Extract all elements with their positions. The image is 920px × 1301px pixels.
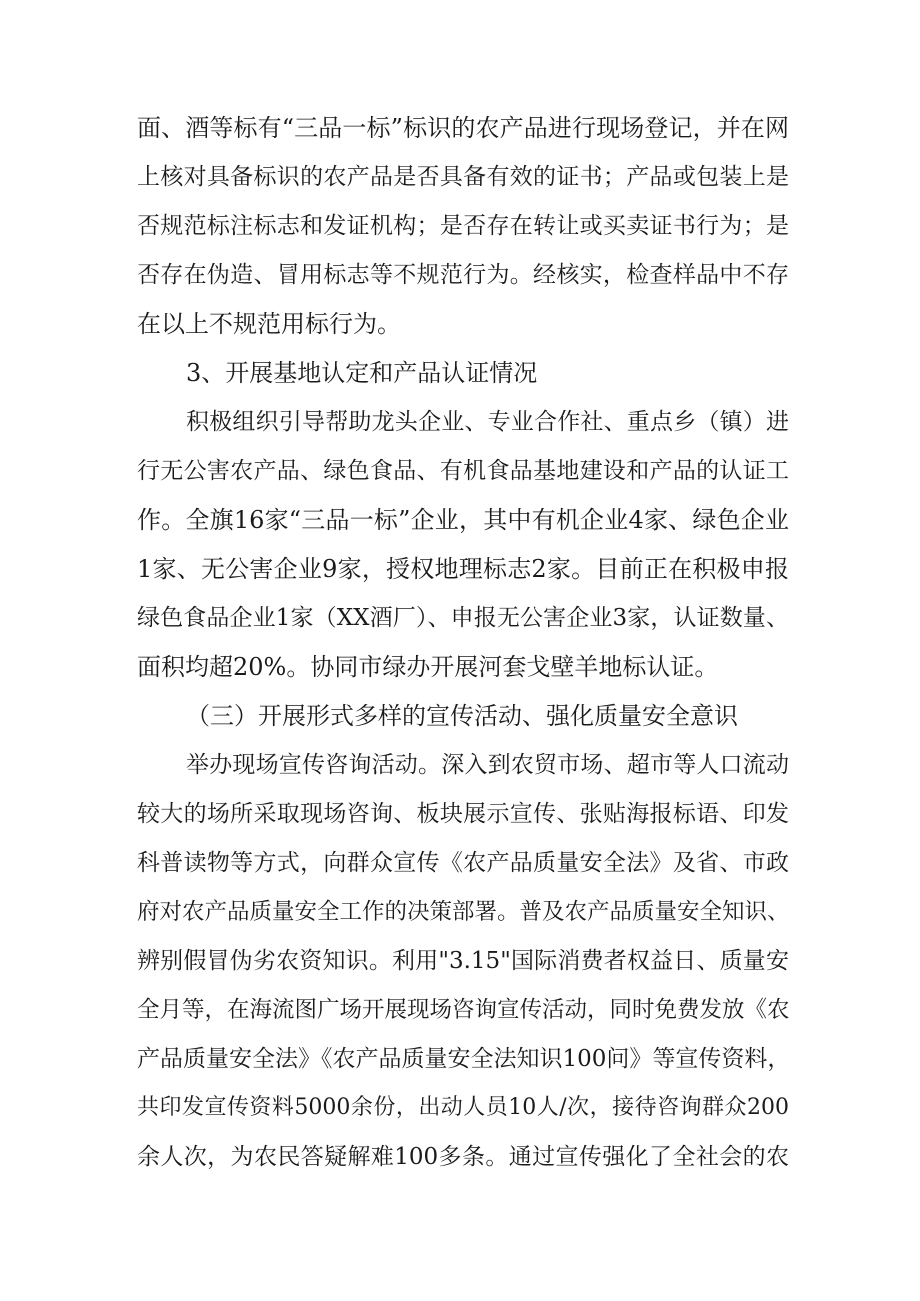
paragraph-line: 面、酒等标有“三品一标”标识的农产品进行现场登记，并在网 (137, 114, 789, 142)
paragraph-line: 全月等，在海流图广场开展现场咨询宣传活动，同时免费发放《农 (137, 997, 790, 1023)
paragraph-line: 共印发宣传资料5000余份，出动人员10人/次，接待咨询群众200 (137, 1095, 789, 1120)
paragraph-line: 在以上不规范用标行为。 (137, 310, 401, 338)
paragraph-line: 绿色食品企业1家（XX酒厂）、申报无公害企业3家，认证数量、 (137, 605, 789, 631)
paragraph-line: 上核对具备标识的农产品是否具备有效的证书；产品或包装上是 (137, 164, 789, 190)
paragraph-line: 府对农产品质量安全工作的决策部署。普及农产品质量安全知识、 (137, 899, 790, 925)
paragraph-line: 举办现场宣传咨询活动。深入到农贸市场、超市等人口流动 (186, 752, 789, 778)
paragraph-line: 否存在伪造、冒用标志等不规范行为。经核实，检查样品中不存 (137, 262, 789, 288)
paragraph-line: 科普读物等方式，向群众宣传《农产品质量安全法》及省、市政 (137, 850, 789, 876)
section-heading: 3、开展基地认定和产品认证情况 (186, 359, 538, 387)
paragraph-line: 积极组织引导帮助龙头企业、专业合作社、重点乡（镇）进 (186, 409, 789, 435)
paragraph-line: 否规范标注标志和发证机构；是否存在转让或买卖证书行为；是 (137, 213, 789, 239)
section-heading: （三）开展形式多样的宣传活动、强化质量安全意识 (186, 702, 738, 730)
paragraph-line: 余人次，为农民答疑解难100多条。通过宣传强化了全社会的农 (137, 1144, 789, 1170)
paragraph-line: 产品质量安全法》《农产品质量安全法知识100问》等宣传资料， (137, 1046, 791, 1072)
paragraph-line: 较大的场所采取现场咨询、板块展示宣传、张贴海报标语、印发 (137, 801, 789, 827)
paragraph-line: 行无公害农产品、绿色食品、有机食品基地建设和产品的认证工 (137, 458, 789, 484)
paragraph-line: 1家、无公害企业9家，授权地理标志2家。目前正在积极申报 (137, 555, 789, 583)
paragraph-line: 作。全旗16家“三品一标”企业，其中有机企业4家、绿色企业 (137, 506, 789, 534)
paragraph-line: 面积均超20%。协同市绿办开展河套戈壁羊地标认证。 (137, 653, 719, 681)
paragraph-line: 辨别假冒伪劣农资知识。利用"3.15"国际消费者权益日、质量安 (137, 948, 789, 974)
